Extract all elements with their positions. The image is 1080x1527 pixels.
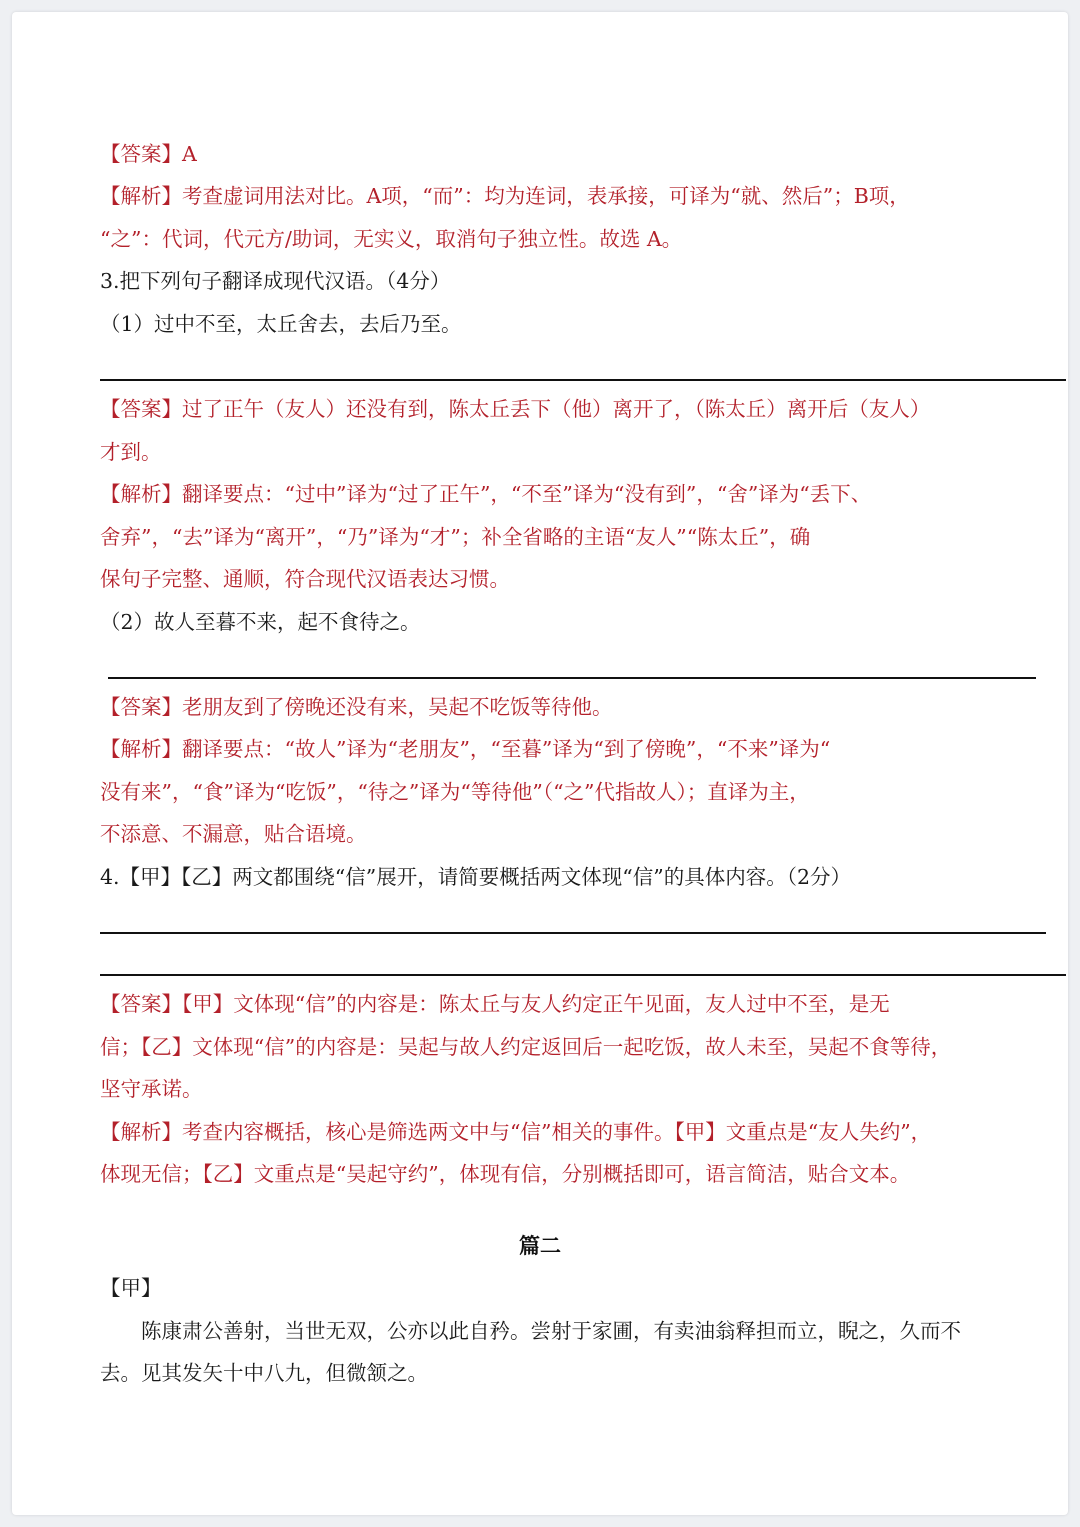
- text-line: 保句子完整、通顺，符合现代汉语表达习惯。: [100, 567, 510, 591]
- text-line: 【答案】老朋友到了傍晚还没有来，吴起不吃饭等待他。: [100, 695, 613, 719]
- text-line: 舍弃”，“去”译为“离开”，“乃”译为“才”；补全省略的主语“友人”“陈太丘”，确: [100, 525, 811, 549]
- text-line: 没有来”，“食”译为“吃饭”，“待之”译为“等待他”（“之”代指故人）；直译为主，: [100, 780, 810, 804]
- text-line: 陈康肃公善射，当世无双，公亦以此自矜。尝射于家圃，有卖油翁释担而立，睨之，久而不: [100, 1319, 961, 1343]
- text-line: （1）过中不至，太丘舍去，去后乃至。: [100, 312, 462, 336]
- text-line: 【答案】【甲】文体现“信”的内容是：陈太丘与友人约定正午见面，友人过中不至，是无: [100, 992, 890, 1016]
- text-line: 【解析】考查虚词用法对比。A项，“而”：均为连词，表承接，可译为“就、然后”；B项，: [100, 184, 910, 208]
- text-line: “之”：代词，代元方/助词，无实义，取消句子独立性。故选 A。: [100, 227, 683, 251]
- text-line: 信；【乙】文体现“信”的内容是：吴起与故人约定返回后一起吃饭，故人未至，吴起不食等待，: [100, 1035, 952, 1059]
- text-line: 【解析】翻译要点：“过中”译为“过了正午”，“不至”译为“没有到”，“舍”译为“丢下、: [100, 482, 872, 506]
- text-line: 【解析】翻译要点：“故人”译为“老朋友”，“至暮”译为“到了傍晚”，“不来”译为“: [100, 737, 831, 761]
- text-line: 体现无信；【乙】文重点是“吴起守约”，体现有信，分别概括即可，语言简洁，贴合文本。: [100, 1162, 911, 1186]
- section-title: 篇二: [519, 1233, 561, 1258]
- text-line: 4.【甲】【乙】两文都围绕“信”展开，请简要概括两文体现“信”的具体内容。（2分）: [100, 865, 852, 889]
- answer-blank-line: [100, 974, 1066, 976]
- text-line: 去。见其发矢十中八九，但微颔之。: [100, 1361, 428, 1385]
- text-line: 不添意、不漏意，贴合语境。: [100, 822, 367, 846]
- text-line: 【答案】过了正午（友人）还没有到，陈太丘丢下（他）离开了，（陈太丘）离开后（友人）: [100, 397, 931, 421]
- answer-blank-line: [108, 677, 1036, 679]
- answer-blank-line: [100, 932, 1046, 934]
- text-line: 才到。: [100, 440, 162, 464]
- text-line: 【解析】考查内容概括，核心是筛选两文中与“信”相关的事件。【甲】文重点是“友人失约”，: [100, 1120, 932, 1144]
- text-line: （2）故人至暮不来，起不食待之。: [100, 610, 421, 634]
- text-line: 3.把下列句子翻译成现代汉语。（4分）: [100, 269, 451, 293]
- answer-blank-line: [100, 379, 1066, 381]
- text-line: 【答案】A: [100, 142, 197, 166]
- text-line: 坚守承诺。: [100, 1077, 203, 1101]
- text-line: 【甲】: [100, 1276, 162, 1300]
